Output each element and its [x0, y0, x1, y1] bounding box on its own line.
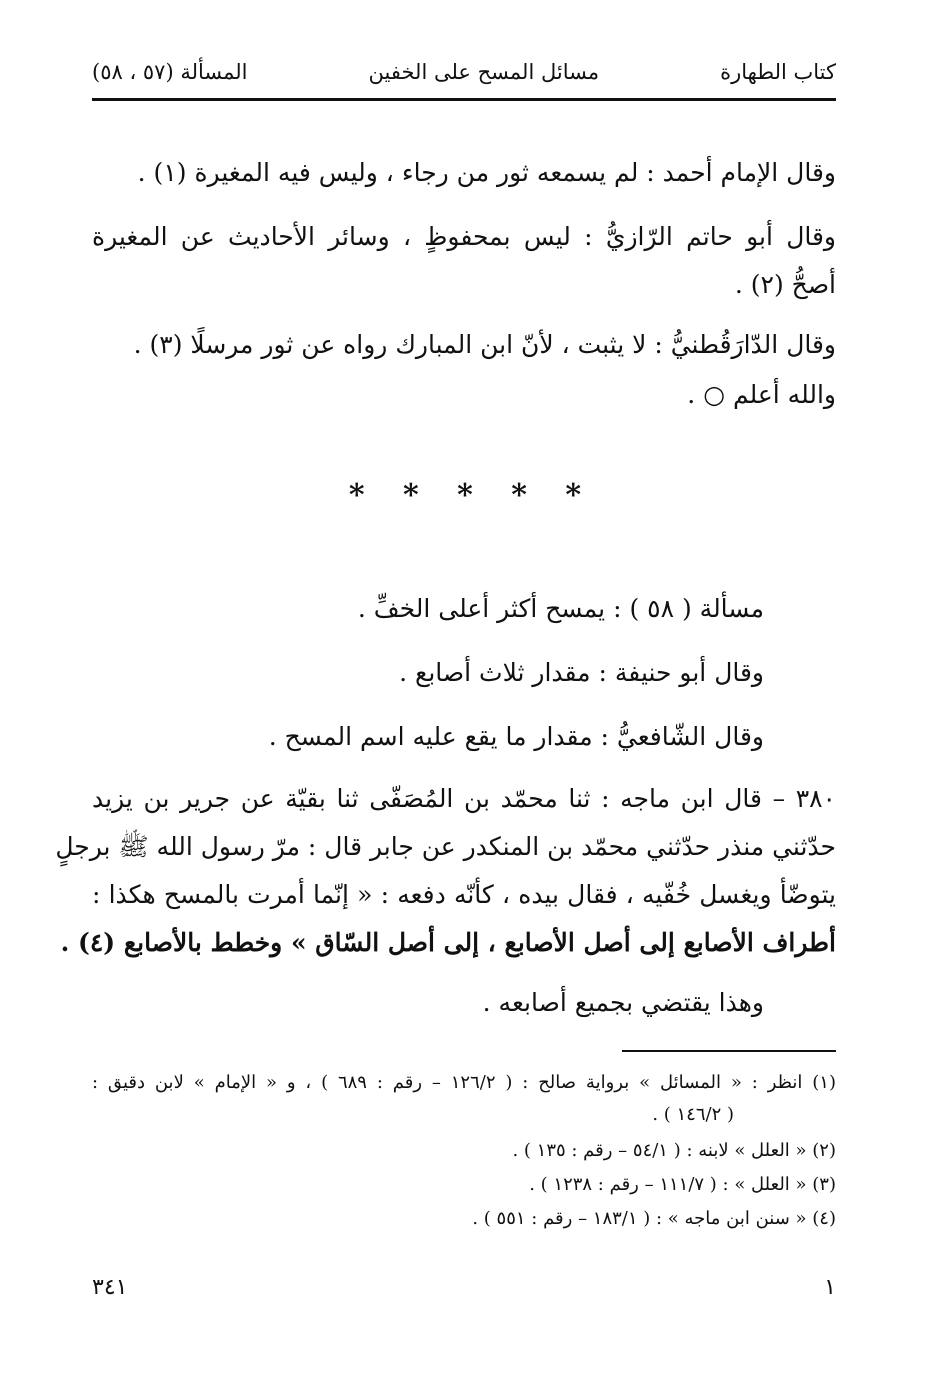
hadith-line: أطراف الأصابع إلى أصل الأصابع ، إلى أصل السّاق » وخطط بالأصابع (٤) .: [60, 928, 836, 957]
body-line: وقال الشّافعيُّ : مقدار ما يقع عليه اسم المسح .: [268, 722, 764, 751]
hadith-line: ٣٨٠ – قال ابن ماجه : ثنا محمّد بن المُصَفّى ثنا بقيّة عن جرير بن يزيد: [92, 784, 836, 813]
running-header: [92, 50, 836, 94]
section-divider: * * * * *: [348, 478, 596, 513]
hadith-line: يتوضّأ ويغسل خُفّيه ، فقال بيده ، كأنّه دفعه : « إنّما أمرت بالمسح هكذا :: [92, 880, 836, 909]
body-line: وقال الإمام أحمد : لم يسمعه ثور من رجاء ، وليس فيه المغيرة (١) .: [137, 158, 836, 187]
body-line: وهذا يقتضي بجميع أصابعه .: [482, 988, 764, 1017]
header-chapter-title: مسائل المسح على الخفين: [368, 60, 600, 84]
hadith-line: حدّثني منذر حدّثني محمّد بن المنكدر عن جابر قال : مرّ رسول الله ﷺ برجلٍ: [55, 832, 836, 861]
body-line: وقال أبو حاتم الرّازيُّ : ليس بمحفوظٍ ، وسائر الأحاديث عن المغيرة: [92, 222, 836, 251]
issue-title: مسألة ( ٥٨ ) : يمسح أكثر أعلى الخفِّ .: [357, 594, 764, 623]
page-number: ٣٤١: [92, 1275, 128, 1300]
signature-number: ١: [824, 1275, 836, 1300]
issue-heading: [92, 594, 764, 624]
footnote: (٢) « العلل » لابنه : ( ٥٤/١ – رقم : ١٣٥ ) .: [512, 1140, 836, 1161]
header-book-title: كتاب الطهارة: [720, 60, 836, 84]
body-line: أصحُّ (٢) .: [734, 270, 836, 299]
footnote: (٤) « سنن ابن ماجه » : ( ١٨٣/١ – رقم : ٥٥١ ) .: [472, 1208, 836, 1229]
header-rule: [92, 98, 836, 101]
header-issue-range: المسألة (٥٧ ، ٥٨): [92, 60, 248, 84]
body-line: وقال أبو حنيفة : مقدار ثلاث أصابع .: [399, 658, 764, 687]
footnote: (٣) « العلل » : ( ١١١/٧ – رقم : ١٢٣٨ ) .: [529, 1174, 836, 1195]
body-line: وقال الدّارَقُطنيُّ : لا يثبت ، لأنّ ابن المبارك رواه عن ثور مرسلًا (٣) .: [133, 330, 836, 359]
footnote-continuation: ( ١٤٦/٢ ) .: [652, 1104, 734, 1125]
body-line: والله أعلم ○ .: [687, 380, 836, 409]
footnote: (١) انظر : « المسائل » برواية صالح : ( ١٢٦/٢ – رقم : ٦٨٩ ) ، و « الإمام » لابن دقيق :: [92, 1072, 836, 1093]
footnote-rule: [622, 1050, 836, 1052]
